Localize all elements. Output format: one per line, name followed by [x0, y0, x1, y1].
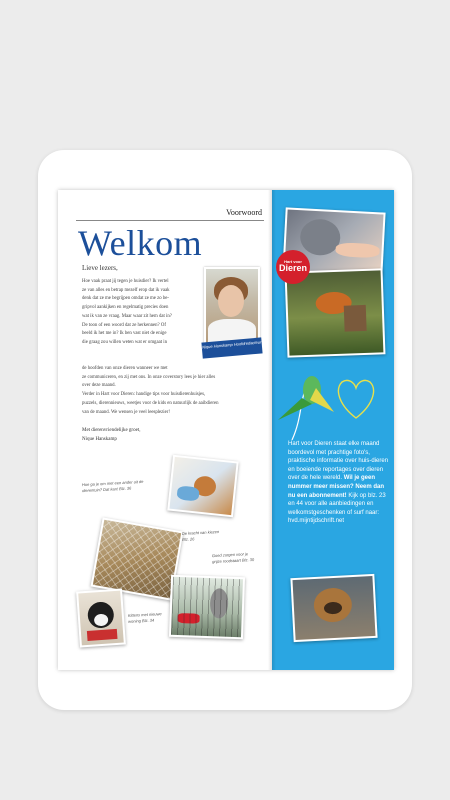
signature: Nique Hanskamp	[82, 437, 117, 442]
promo-cta[interactable]: Wil je geen nummer meer missen? Neem dan nu een abonnement!	[288, 475, 385, 499]
brand-logo: Hart voor Dieren	[276, 250, 310, 284]
greeting: Lieve lezers,	[82, 264, 118, 272]
kitten-photo	[76, 588, 126, 647]
magazine-page[interactable]	[58, 190, 394, 670]
intro-line: ze van alles en betrap mezelf erop dat ik vaak	[82, 287, 170, 293]
intro-line: wat ik van ze vraag. Maar waar zit hem dat in?	[82, 313, 172, 319]
section-rule	[76, 220, 264, 221]
body-line: de hoofden van onze dieren wanneer we met	[82, 366, 168, 371]
body-line: Verder in Hart voor Dieren: handige tips voor huisdierenhuisjes,	[82, 392, 206, 398]
body-line: puzzels, dierennieuws, weetjes voor de kids en natuurlijk de aaibdieren	[82, 400, 219, 406]
rabbit-photo	[167, 455, 238, 518]
puppy-photo	[290, 574, 377, 642]
intro-line: gripvol aankijken en regelmatig precies doen	[82, 305, 169, 311]
editor-photo	[206, 269, 258, 343]
caption-rabbit: Hoe ga je om met een ander uit de dierentuin? Dat kan! Blz. 36	[81, 478, 144, 493]
sign-off-block	[82, 426, 232, 444]
sign-off: Met dierenvriendelijke groet,	[82, 428, 141, 433]
intro-line: beeld ik het me in? Ik ben vast niet de enige	[82, 331, 167, 337]
intro-text	[82, 278, 202, 348]
body-line: van de maand. We wensen je veel leesplezier!	[82, 409, 170, 415]
caption-parrot: Goed zorgen voor je grijze roodstaart Blz. 30	[211, 551, 255, 564]
intro-line: denk dat ze me begrijpen omdat ze me zo be-	[82, 296, 169, 302]
body-line: ze communiceren, en zij met ons. In onze coverstory lees je hier alles	[82, 374, 216, 380]
caption-lions: De kracht van kiezen Blz. 26	[181, 529, 220, 542]
intro-line: Hoe vaak praat jij tegen je huisdier? Ik vertel	[82, 279, 169, 284]
promo-intro: Hart voor Dieren staat elke maand boordevol met prachtige foto's, praktische informatie over huis-dieren en boeiende reportages over dieren over de hele wereld.	[288, 441, 389, 482]
page-title: Welkom	[78, 223, 203, 263]
promo-details: Kijk op blz. 23 en 44 voor alle aanbiedingen en welkomstgeschenken of surf naar: hvd.mijntijdschrift.net	[288, 492, 386, 525]
intro-line: die graag zou willen weten wat er omgaat in	[82, 339, 167, 345]
right-panel	[272, 190, 394, 670]
continued-text	[82, 365, 260, 417]
left-page	[58, 190, 272, 670]
editor-portrait	[204, 267, 260, 345]
section-label: Voorwoord	[226, 208, 262, 217]
parrot-cage-photo	[169, 575, 245, 640]
caption-kitten: Kittens met nieuwe woning Blz. 34	[127, 611, 162, 624]
intro-line: De toon of een woord dat ze herkennen? Of	[82, 322, 166, 328]
lions-photo	[91, 517, 184, 600]
portrait-caption: Nique Hanskamp Hoofdredacteur	[201, 337, 262, 358]
body-line: over deze maand.	[82, 383, 116, 389]
subscription-promo	[288, 440, 390, 526]
parrot-heart-illustration	[272, 360, 394, 450]
page-spine	[268, 190, 276, 670]
